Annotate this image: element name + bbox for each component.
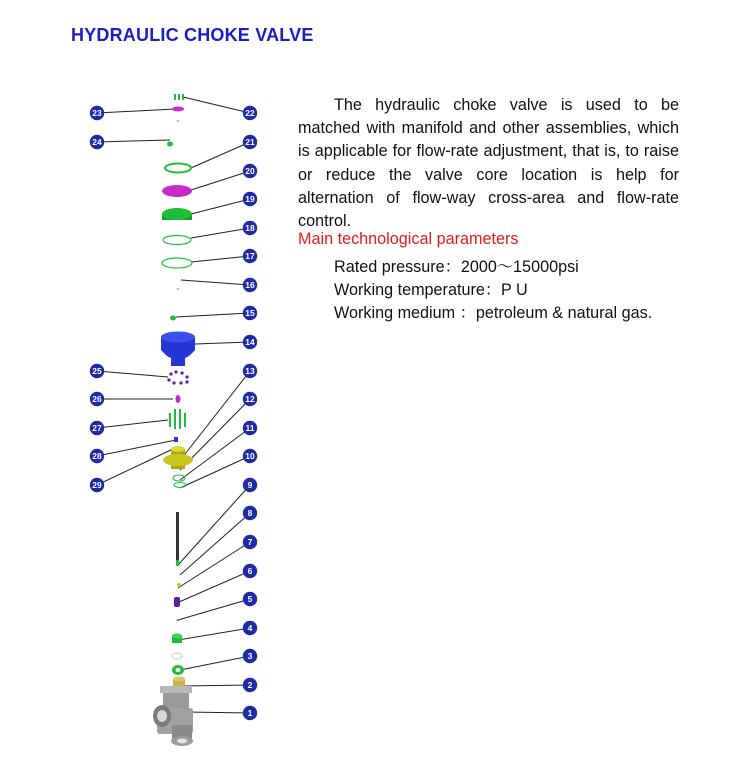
part-23-washer xyxy=(172,107,184,112)
callout-27: 27 xyxy=(92,423,102,433)
part-2-green-ring xyxy=(172,665,184,675)
callout-28: 28 xyxy=(92,451,102,461)
callout-3: 3 xyxy=(247,651,253,661)
callout-24: 24 xyxy=(92,137,102,147)
callout-25: 25 xyxy=(92,366,102,376)
description-paragraph: The hydraulic choke valve is used to be matched with manifold and other assemblies, which is applicable for flow-rate adjustment, that is, to raise or reduce the valve core location is help for alternation of flow-way cross-area and flow-rate control. xyxy=(298,96,679,231)
part-6-purple-sleeve xyxy=(174,597,180,607)
part-4-seat xyxy=(172,634,182,644)
part-3-ring xyxy=(172,653,182,659)
callout-10: 10 xyxy=(245,451,255,461)
part-28-pin xyxy=(174,437,178,442)
part-27-rods xyxy=(169,409,186,429)
callout-14: 14 xyxy=(245,337,255,347)
part-25-bolt-ring xyxy=(167,370,188,384)
callout-18: 18 xyxy=(245,223,255,233)
page-title: HYDRAULIC CHOKE VALVE xyxy=(71,25,314,45)
part-20-disc xyxy=(162,185,192,197)
callout-23: 23 xyxy=(92,108,102,118)
part-18-ring xyxy=(163,236,191,245)
callout-11: 11 xyxy=(245,423,255,433)
working-medium: Working medium ：petroleum & natural gas. xyxy=(334,304,653,322)
part-26-plug xyxy=(176,395,181,403)
part-22-studs xyxy=(174,94,184,100)
part-14-cylinder xyxy=(161,332,195,367)
parameters-heading: Main technological parameters xyxy=(298,230,519,248)
part-1-valve-body xyxy=(153,686,193,746)
callout-15: 15 xyxy=(245,308,255,318)
part-15-nut xyxy=(170,316,176,321)
callout-19: 19 xyxy=(245,194,255,204)
part-21-ring xyxy=(165,164,191,173)
callout-8: 8 xyxy=(247,508,253,518)
callout-16: 16 xyxy=(245,280,255,290)
callout-20: 20 xyxy=(245,166,255,176)
callout-9: 9 xyxy=(247,480,253,490)
callout-2: 2 xyxy=(247,680,253,690)
callout-1: 1 xyxy=(247,708,253,718)
part-17-ring xyxy=(162,258,192,268)
valve-parts xyxy=(153,94,195,746)
right-callouts xyxy=(243,106,257,720)
callout-4: 4 xyxy=(247,623,253,633)
part-7-nut xyxy=(177,583,181,587)
part-8-stem-tip xyxy=(176,560,179,566)
left-callouts xyxy=(90,106,104,492)
part-5-pin xyxy=(177,619,180,621)
callout-12: 12 xyxy=(245,394,255,404)
part-16-pin xyxy=(177,288,180,290)
part-9-stem xyxy=(176,512,179,560)
part-23-pin xyxy=(177,120,180,122)
working-temperature: Working temperature：P U xyxy=(334,281,528,299)
callout-29: 29 xyxy=(92,480,102,490)
part-11-seal xyxy=(174,483,186,488)
rated-pressure: Rated pressure：2000～15000psi xyxy=(334,258,579,276)
part-24-nut xyxy=(167,142,173,147)
callout-26: 26 xyxy=(92,394,102,404)
callout-5: 5 xyxy=(247,594,253,604)
callout-17: 17 xyxy=(245,251,255,261)
callout-22: 22 xyxy=(245,108,255,118)
callout-13: 13 xyxy=(245,366,255,376)
exploded-parts-diagram xyxy=(80,88,270,748)
callout-21: 21 xyxy=(245,137,255,147)
callout-6: 6 xyxy=(247,566,253,576)
part-19-piston xyxy=(162,208,192,220)
callout-7: 7 xyxy=(247,537,253,547)
